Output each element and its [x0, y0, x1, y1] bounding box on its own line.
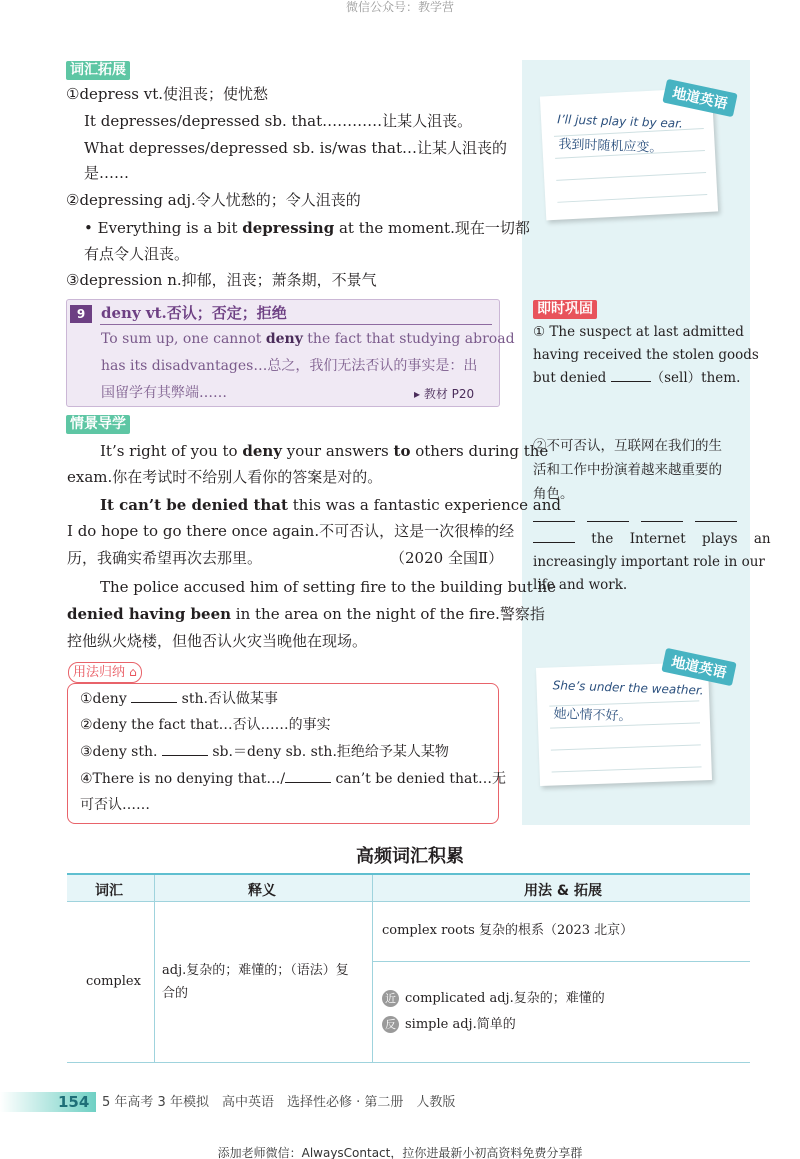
antonym-badge-icon: 反: [382, 1016, 399, 1033]
idiom-english: I’ll just play it by ear.: [557, 112, 684, 131]
example-bold: depressing: [242, 219, 335, 237]
usage-text: ①deny: [80, 691, 132, 707]
vocab-example: [84, 217, 530, 239]
table-cell-usage: complex roots 复杂的根系（2023 北京）: [382, 923, 634, 938]
synonym-badge-icon: 近: [382, 990, 399, 1007]
para-bold: to: [393, 442, 411, 460]
scenario-line: [67, 603, 545, 625]
quiz-text: but denied: [533, 370, 611, 386]
para-bold: deny: [242, 442, 282, 460]
table-bottom-rule: [67, 1062, 750, 1063]
vocab-line: 有点令人沮丧。: [84, 245, 190, 263]
quiz-text: （sell）them.: [650, 370, 741, 386]
scenario-section: [66, 413, 130, 434]
usage-text: sth.否认做某事: [177, 691, 278, 707]
entry-example-text: the fact that studying abroad: [302, 331, 515, 347]
usage-text: can’t be denied that…无: [331, 771, 506, 787]
usage-text: sb.＝deny sb. sth.拒绝给予某人某物: [207, 744, 449, 760]
para-text: others during the: [410, 442, 549, 460]
note-rule: [551, 744, 701, 750]
quiz-text: the Internet plays an: [575, 531, 771, 547]
column-divider: [372, 875, 373, 1063]
quiz-blank-row: [533, 510, 739, 524]
quiz-line: having received the stolen goods: [533, 347, 759, 363]
antonym-text: simple adj.简单的: [405, 1017, 516, 1032]
entry-example-text: To sum up, one cannot: [101, 331, 266, 347]
fill-blank[interactable]: [587, 510, 629, 522]
quiz-line: life and work.: [533, 577, 628, 593]
quiz-line: 活和工作中扮演着越来越重要的: [533, 462, 722, 478]
column-header-usage: 用法 & 拓展: [524, 883, 602, 899]
scenario-para-2: [100, 494, 561, 516]
scenario-para-1: [100, 440, 548, 462]
note-rule: [557, 194, 707, 203]
entry-headword: deny vt.否认；否定；拒绝: [101, 304, 287, 322]
fill-blank[interactable]: [285, 782, 331, 783]
fill-blank[interactable]: [131, 702, 177, 703]
para-text: this was a fantastic experience and: [287, 496, 562, 514]
usage-text: ④There is no denying that…/: [80, 771, 286, 787]
idiom-chinese: 她心情不好。: [553, 706, 632, 725]
scenario-line: exam.你在考试时不给别人看你的答案是对的。: [67, 468, 383, 486]
quiz-line: increasingly important role in our: [533, 554, 765, 570]
column-header-word: 词汇: [95, 883, 123, 899]
table-header: [67, 875, 750, 902]
idiom-label-2: 地道英语: [661, 648, 736, 686]
usage-tag: [68, 662, 142, 683]
fill-blank[interactable]: [641, 510, 683, 522]
table-cell-meaning: 合的: [162, 986, 189, 1001]
column-header-meaning: 释义: [248, 883, 276, 899]
idiom-label-1: 地道英语: [662, 79, 737, 117]
scenario-line: 控他纵火烧楼，但他否认火灾当晚他在现场。: [67, 632, 368, 650]
quiz-line: [533, 528, 771, 550]
textbook-ref: ▸ 教材 P20: [414, 387, 475, 401]
scenario-line: I do hope to go there once again.不可否认，这是一次很棒的经: [67, 522, 515, 540]
quiz-section: [533, 298, 597, 319]
note-rule: [552, 766, 702, 772]
fill-blank[interactable]: [533, 542, 575, 543]
scenario-para-3: The police accused him of setting fire to the building but he: [100, 578, 557, 596]
entry-divider: [100, 324, 492, 325]
bottom-watermark: 添加老师微信：AlwaysContact，拉你进最新小初高资料免费分享群: [217, 1146, 583, 1159]
para-bold: denied having been: [67, 605, 232, 623]
quiz-line: ① The suspect at last admitted: [533, 324, 744, 340]
vocab-line: 是……: [84, 164, 130, 182]
footer-text: 5 年高考 3 年模拟 高中英语 选择性必修 · 第二册 人教版: [102, 1095, 456, 1110]
entry-example-line: has its disadvantages…总之，我们无法否认的事实是：出: [101, 358, 478, 374]
source-citation: （2020 全国Ⅱ）: [390, 549, 504, 567]
table-cell-meaning: adj.复杂的；难懂的；（语法）复: [162, 963, 349, 978]
usage-tag-label: 用法归纳: [73, 665, 126, 680]
para-text: in the area on the night of the fire.警察指: [231, 605, 545, 623]
example-text: • Everything is a bit: [84, 219, 243, 237]
fill-blank[interactable]: [162, 755, 208, 756]
house-icon: ⌂: [129, 665, 137, 679]
row-divider: [372, 961, 750, 962]
column-divider: [154, 875, 155, 1063]
quiz-line: ②不可否认，互联网在我们的生: [533, 438, 722, 454]
idiom-note-2: [536, 662, 712, 786]
usage-item: [80, 742, 449, 762]
usage-item: ②deny the fact that…否认……的事实: [80, 717, 331, 733]
entry-number-badge: 9: [70, 305, 92, 323]
idiom-english: She’s under the weather.: [552, 678, 704, 698]
usage-item: [80, 689, 278, 709]
usage-text: ③deny sth.: [80, 744, 162, 760]
usage-item: 可否认……: [80, 797, 150, 813]
entry-example-bold: deny: [265, 331, 303, 347]
quiz-tag: 即时巩固: [533, 300, 597, 319]
fill-blank[interactable]: [695, 510, 737, 522]
para-text: your answers: [281, 442, 394, 460]
vocab-line: ①depress vt.使沮丧；使忧愁: [66, 85, 269, 103]
scenario-line: 历，我确实希望再次去那里。: [67, 549, 263, 567]
para-bold: It can’t be denied that: [100, 496, 288, 514]
vocab-line: ②depressing adj.令人忧愁的；令人沮丧的: [66, 191, 361, 209]
quiz-line: 角色。: [533, 486, 574, 502]
para-text: It’s right of you to: [100, 442, 243, 460]
entry-example: [101, 328, 515, 350]
top-watermark: 微信公众号：教学营: [345, 0, 454, 14]
synonym-row: [382, 988, 605, 1010]
entry-example-line: 国留学有其弊端……: [101, 385, 227, 401]
vocab-line: ③depression n.抑郁，沮丧；萧条期，不景气: [66, 271, 377, 289]
quiz-line: [533, 367, 740, 389]
antonym-row: [382, 1014, 516, 1036]
fill-blank[interactable]: [533, 510, 575, 522]
vocab-line: It depresses/depressed sb. that…………让某人沮丧。: [84, 112, 473, 130]
fill-blank[interactable]: [611, 381, 651, 382]
vocab-expand-section: [66, 59, 130, 80]
example-text: at the moment.现在一切都: [334, 219, 530, 237]
synonym-text: complicated adj.复杂的；难懂的: [405, 991, 605, 1006]
vocab-line: What depresses/depressed sb. is/was that…让某人沮丧的: [84, 139, 508, 157]
vocab-expand-tag: 词汇拓展: [66, 61, 130, 80]
usage-item: [80, 769, 506, 789]
table-cell-word: complex: [86, 974, 141, 989]
page-number: 154: [58, 1093, 90, 1111]
idiom-chinese: 我到时随机应变。: [558, 137, 663, 156]
scenario-tag: 情景导学: [66, 415, 130, 434]
note-rule: [556, 172, 706, 181]
table-title: 高频词汇积累: [356, 846, 464, 867]
